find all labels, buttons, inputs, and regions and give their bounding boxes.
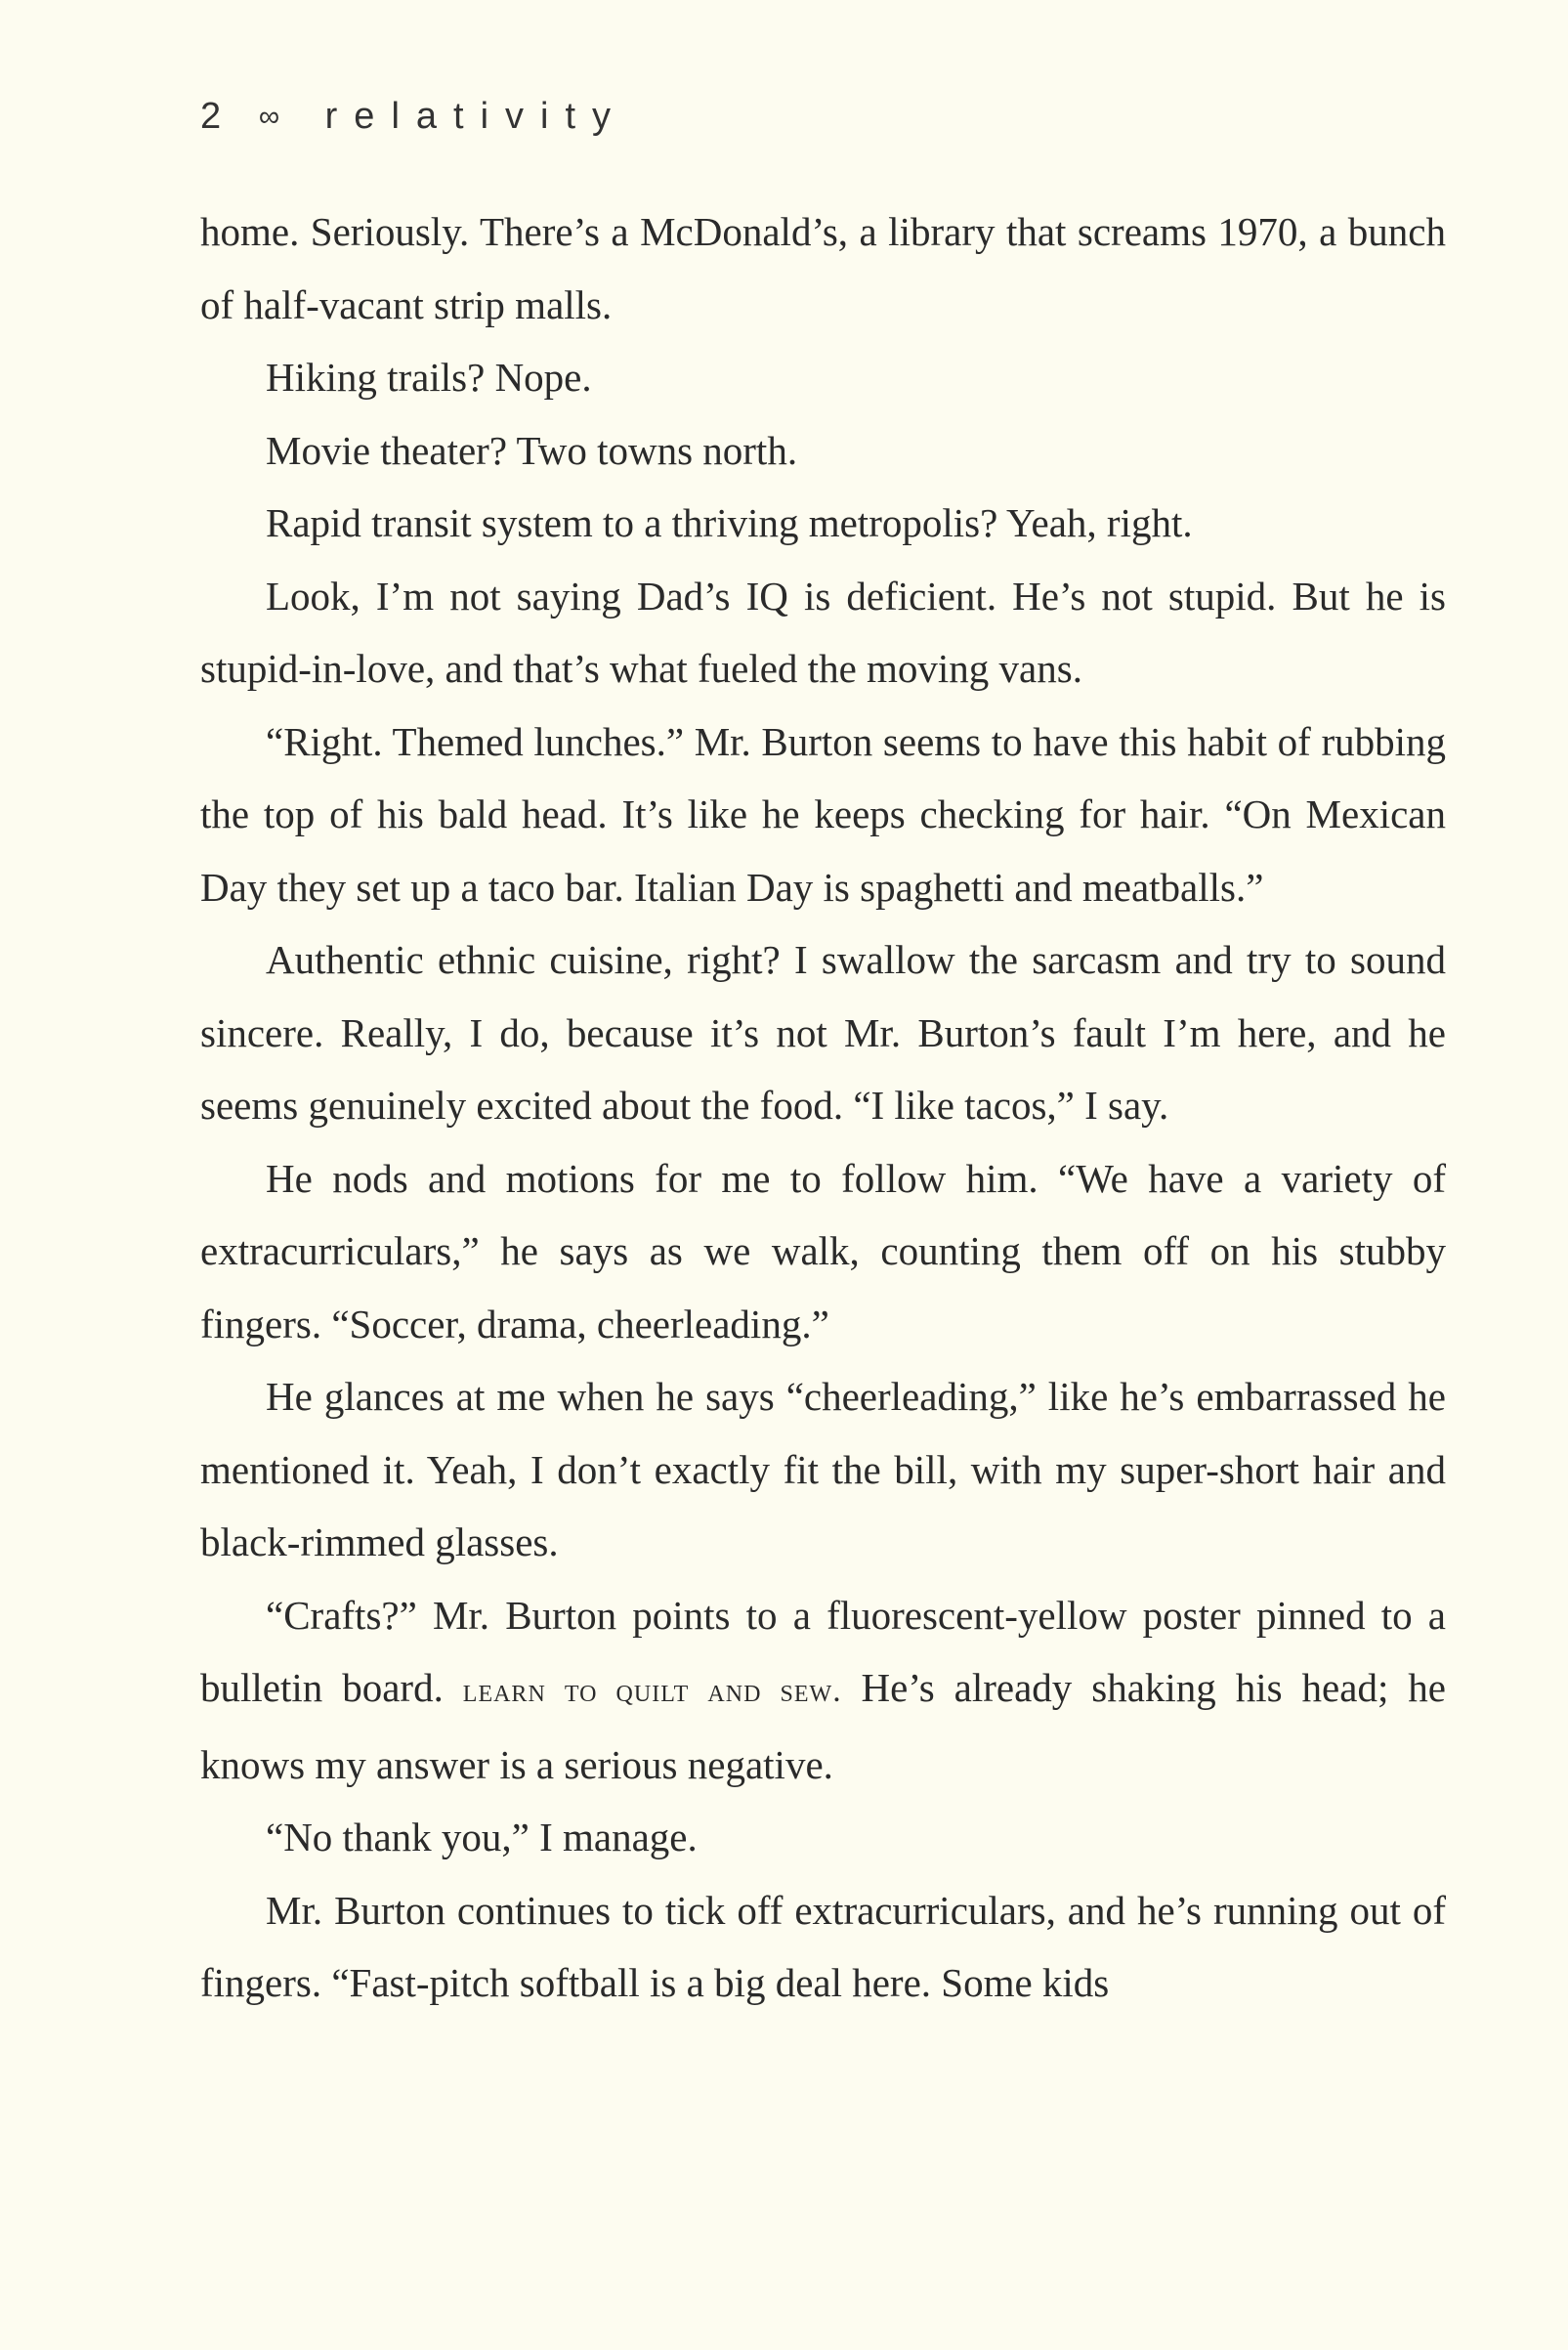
paragraph-5: Look, I’m not saying Dad’s IQ is deficient. He’s not stupid. But he is stupid-in-love, and that’s what fueled the moving vans. bbox=[200, 573, 1446, 691]
poster-text: learn to quilt and sew. bbox=[462, 1673, 842, 1709]
paragraph-11: “No thank you,” I manage. bbox=[266, 1815, 698, 1859]
paragraph-10-text-after: He’s already shaking his head; he knows my answer is a serious negative. bbox=[200, 1665, 1446, 1787]
paragraph-12: Mr. Burton continues to tick off extracurriculars, and he’s running out of fingers. “Fast-pitch softball is a big deal here. Some kids bbox=[200, 1887, 1446, 2005]
infinity-icon: ∞ bbox=[258, 101, 280, 133]
paragraph-2: Hiking trails? Nope. bbox=[266, 355, 592, 400]
paragraph-10 bbox=[200, 1579, 1446, 1802]
paragraph-10-text-before: “Crafts?” Mr. Burton points to a fluorescent-yellow poster pinned to a bulletin board. bbox=[200, 1592, 1446, 1710]
paragraph-4: Rapid transit system to a thriving metropolis? Yeah, right. bbox=[266, 500, 1193, 545]
paragraph-6: “Right. Themed lunches.” Mr. Burton seems to have this habit of rubbing the top of his bald head. It’s like he keeps checking for hair. “On Mexican Day they set up a taco bar. Italian Day is spaghetti and meatballs.” bbox=[200, 718, 1446, 910]
paragraph-8: He nods and motions for me to follow him. “We have a variety of extracurriculars,” he says as we walk, counting them off on his stubby fingers. “Soccer, drama, cheerleading.” bbox=[200, 1155, 1446, 1346]
paragraph-7: Authentic ethnic cuisine, right? I swallow the sarcasm and try to sound sincere. Really, I do, because it’s not Mr. Burton’s fault I’m here, and he seems genuinely excited about the food. “I like tacos,” I say. bbox=[200, 937, 1446, 1128]
page-number: 2 bbox=[200, 96, 222, 137]
body-text bbox=[200, 195, 1446, 2020]
paragraph-3: Movie theater? Two towns north. bbox=[266, 427, 798, 473]
book-title: relativity bbox=[324, 96, 628, 137]
running-head bbox=[200, 96, 627, 138]
paragraph-9: He glances at me when he says “cheerleading,” like he’s embarrassed he mentioned it. Yeah, I don’t exactly fit the bill, with my super-short hair and black-rimmed glasses. bbox=[200, 1374, 1446, 1564]
paragraph-1: home. Seriously. There’s a McDonald’s, a library that screams 1970, a bunch of half-vacant strip malls. bbox=[200, 209, 1446, 327]
